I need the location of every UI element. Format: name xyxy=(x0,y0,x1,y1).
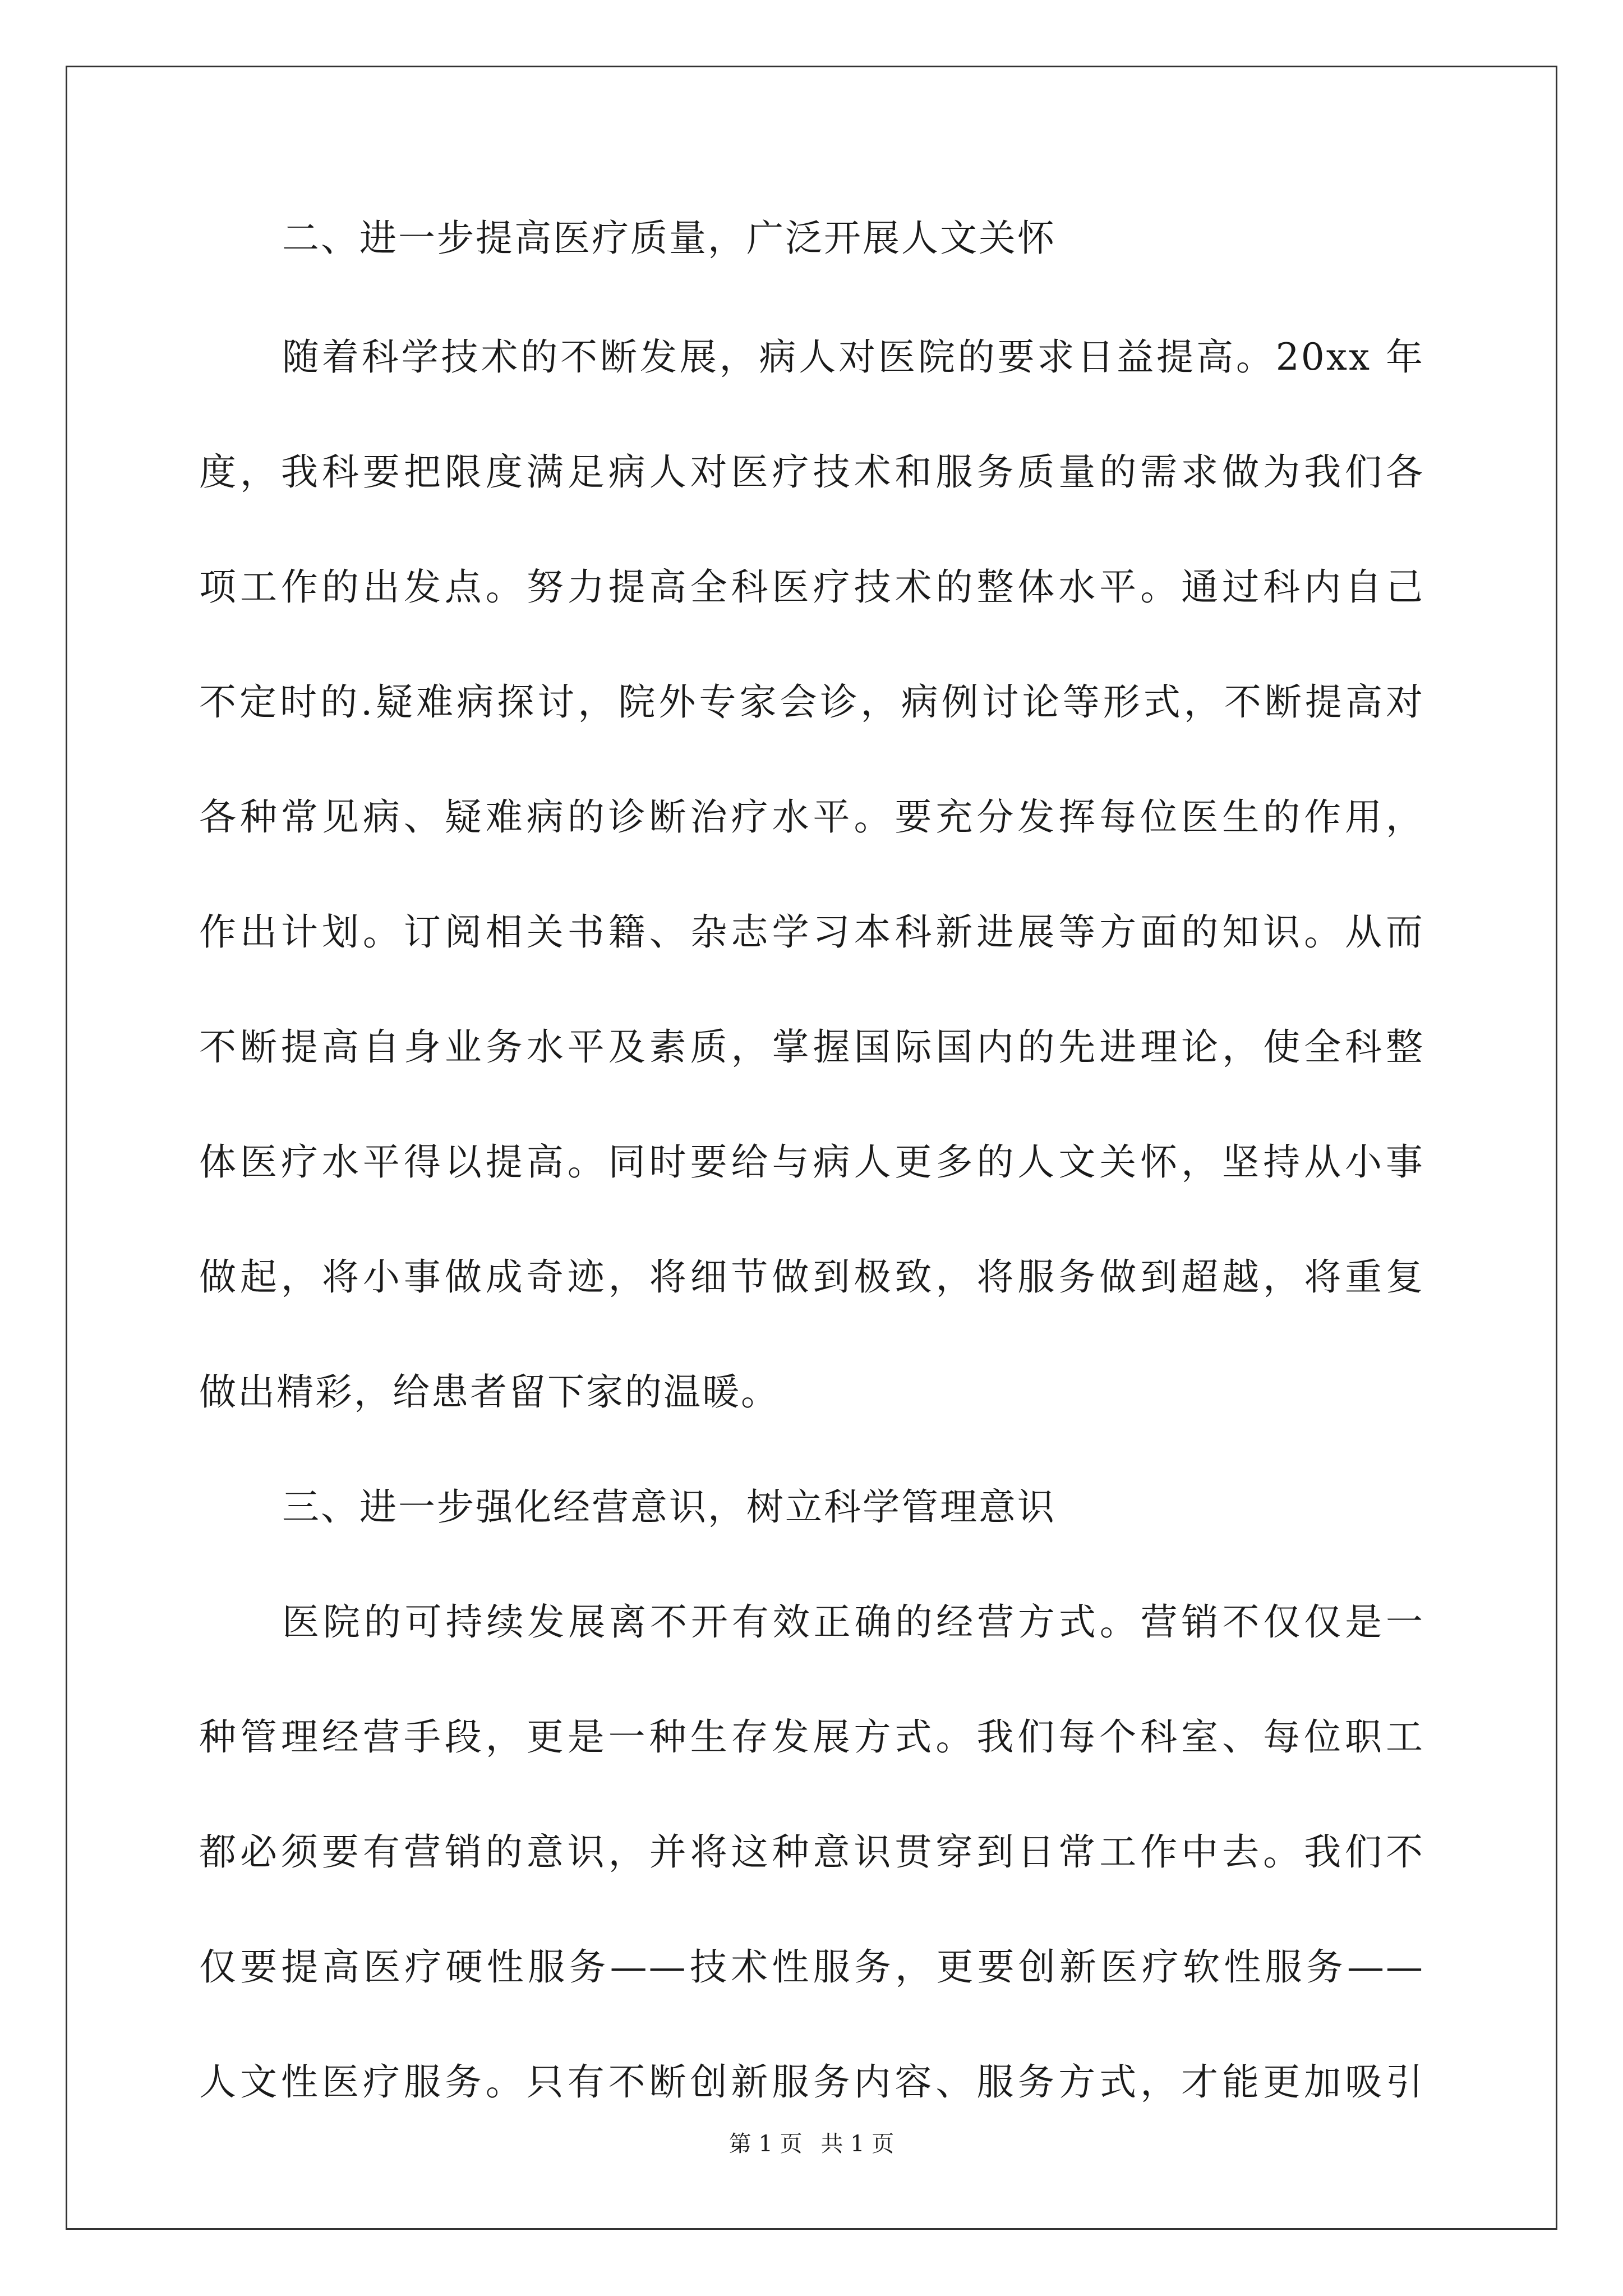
paragraph-line: 随着科学技术的不断发展，病人对医院的要求日益提高。20xx 年 xyxy=(282,335,1424,379)
paragraph-line: 仅要提高医疗硬性服务——技术性服务，更要创新医疗软性服务—— xyxy=(199,1945,1424,1989)
paragraph-line: 度，我科要把限度满足病人对医疗技术和服务质量的需求做为我们各 xyxy=(199,450,1424,494)
paragraph-line: 各种常见病、疑难病的诊断治疗水平。要充分发挥每位医生的作用， xyxy=(199,795,1424,839)
paragraph-line: 医院的可持续发展离不开有效正确的经营方式。营销不仅仅是一 xyxy=(282,1600,1424,1644)
paragraph-line: 不定时的.疑难病探讨，院外专家会诊，病例讨论等形式，不断提高对 xyxy=(199,680,1424,724)
section-heading-2: 二、进一步提高医疗质量，广泛开展人文关怀 xyxy=(282,217,1056,260)
paragraph-line: 人文性医疗服务。只有不断创新服务内容、服务方式，才能更加吸引 xyxy=(199,2060,1424,2104)
paragraph-line: 不断提高自身业务水平及素质，掌握国际国内的先进理论，使全科整 xyxy=(199,1025,1424,1069)
paragraph-line: 项工作的出发点。努力提高全科医疗技术的整体水平。通过科内自己 xyxy=(199,565,1424,609)
paragraph-line: 体医疗水平得以提高。同时要给与病人更多的人文关怀，坚持从小事 xyxy=(199,1140,1424,1184)
section-heading-3: 三、进一步强化经营意识，树立科学管理意识 xyxy=(282,1485,1056,1529)
paragraph-line: 做出精彩，给患者留下家的温暖。 xyxy=(199,1370,780,1414)
page-number: 第 1 页 xyxy=(728,2131,803,2157)
paragraph-line: 作出计划。订阅相关书籍、杂志学习本科新进展等方面的知识。从而 xyxy=(199,910,1424,954)
paragraph-line: 做起，将小事做成奇迹，将细节做到极致，将服务做到超越，将重复 xyxy=(199,1255,1424,1299)
page-footer xyxy=(0,2126,1623,2158)
paragraph-line: 都必须要有营销的意识，并将这种意识贯穿到日常工作中去。我们不 xyxy=(199,1830,1424,1874)
page-total: 共 1 页 xyxy=(820,2131,895,2157)
paragraph-line: 种管理经营手段，更是一种生存发展方式。我们每个科室、每位职工 xyxy=(199,1715,1424,1759)
